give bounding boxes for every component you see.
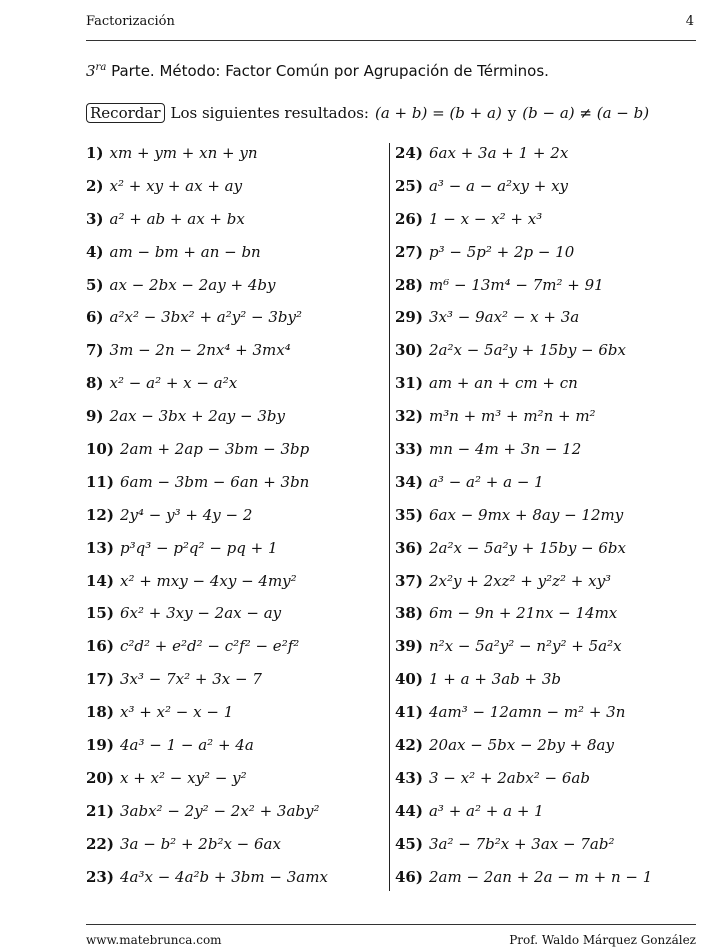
problem-number: 18) <box>86 703 114 722</box>
problem-item <box>395 304 695 337</box>
page-number: 4 <box>685 14 694 29</box>
problem-expression: p³ − 5p² + 2p − 10 <box>428 242 575 261</box>
problem-number: 13) <box>86 538 114 557</box>
problem-item <box>395 370 695 403</box>
problem-number: 21) <box>86 801 114 820</box>
problem-expression: c²d² + e²d² − c²f² − e²f² <box>119 637 300 656</box>
problem-expression: x + x² − xy² − y² <box>119 768 247 787</box>
problem-expression: xm + ym + xn + yn <box>109 144 258 162</box>
problem-expression: 3a² − 7b²x + 3ax − 7ab² <box>428 834 615 853</box>
problem-number: 19) <box>86 736 114 755</box>
recordar-formula-2: (b − a) ≠ (a − b) <box>522 104 650 122</box>
problem-item <box>86 633 386 666</box>
problem-item <box>395 535 695 568</box>
problem-item <box>86 831 386 864</box>
problem-item <box>395 798 695 831</box>
problems-right-column <box>395 140 695 896</box>
recordar-conjunction: y <box>507 104 517 122</box>
problem-number: 4) <box>86 242 104 261</box>
problem-expression: m³n + m³ + m²n + m² <box>428 407 596 426</box>
problem-expression: 3m − 2n − 2nx⁴ + 3mx⁴ <box>109 341 291 360</box>
problem-number: 34) <box>395 472 423 491</box>
problem-expression: 3x³ − 9ax² − x + 3a <box>428 308 580 327</box>
problem-number: 46) <box>395 867 423 886</box>
problem-item <box>86 864 386 897</box>
problem-item <box>395 568 695 601</box>
problem-expression: 2y⁴ − y³ + 4y − 2 <box>119 505 253 524</box>
problem-item <box>395 272 695 305</box>
section-title-text: Parte. Método: Factor Común por Agrupación de Términos. <box>111 62 549 80</box>
problem-expression: 6m − 9n + 21nx − 14mx <box>428 604 618 623</box>
problem-expression: a²x² − 3bx² + a²y² − 3by² <box>109 308 302 327</box>
problem-item <box>86 370 386 403</box>
recordar-formula-1: (a + b) = (b + a) <box>374 104 502 122</box>
problem-item <box>395 864 695 897</box>
problem-item <box>395 436 695 469</box>
problem-expression: 1 + a + 3ab + 3b <box>428 670 562 689</box>
problem-item <box>86 535 386 568</box>
problem-number: 22) <box>86 834 114 853</box>
problem-number: 2) <box>86 176 104 195</box>
problem-expression: 2x²y + 2xz² + y²z² + xy³ <box>428 571 612 590</box>
problem-item <box>395 831 695 864</box>
problem-number: 9) <box>86 407 104 426</box>
problem-item <box>86 206 386 239</box>
problem-item <box>86 272 386 305</box>
problem-number: 6) <box>86 308 104 327</box>
problem-number: 15) <box>86 604 114 623</box>
problem-item <box>395 206 695 239</box>
problem-expression: a² + ab + ax + bx <box>109 209 245 228</box>
problem-number: 39) <box>395 637 423 656</box>
problem-number: 33) <box>395 440 423 459</box>
problem-expression: 3a − b² + 2b²x − 6ax <box>119 834 281 853</box>
problem-expression: 4a³ − 1 − a² + 4a <box>119 736 254 755</box>
problem-item <box>395 732 695 765</box>
problem-number: 36) <box>395 538 423 557</box>
problem-expression: mn − 4m + 3n − 12 <box>428 440 582 459</box>
problem-item <box>395 469 695 502</box>
section-ordinal: $3^{ra}$ <box>86 62 107 80</box>
problem-item <box>395 337 695 370</box>
problem-item <box>395 173 695 206</box>
problem-item <box>86 732 386 765</box>
problem-item <box>395 699 695 732</box>
problem-item <box>395 239 695 272</box>
problem-expression: 6x² + 3xy − 2ax − ay <box>119 604 282 623</box>
problem-number: 31) <box>395 374 423 393</box>
problem-number: 38) <box>395 604 423 623</box>
problem-number: 14) <box>86 571 114 590</box>
problem-item <box>395 600 695 633</box>
problem-expression: 2ax − 3bx + 2ay − 3by <box>109 407 285 426</box>
problem-item <box>86 436 386 469</box>
problem-expression: 20ax − 5bx − 2by + 8ay <box>428 736 614 755</box>
problem-item <box>395 633 695 666</box>
problem-number: 5) <box>86 275 104 294</box>
problem-expression: a³ − a² + a − 1 <box>428 472 544 491</box>
problem-item <box>86 239 386 272</box>
problem-expression: am − bm + an − bn <box>109 242 261 261</box>
problem-item <box>86 600 386 633</box>
problem-item <box>86 304 386 337</box>
problem-number: 44) <box>395 801 423 820</box>
footer-website: www.matebrunca.com <box>86 933 222 947</box>
problem-expression: x² + mxy − 4xy − 4my² <box>119 571 297 590</box>
problem-item <box>86 469 386 502</box>
problem-item <box>86 337 386 370</box>
problem-number: 35) <box>395 505 423 524</box>
section-title <box>86 62 549 80</box>
problem-number: 40) <box>395 670 423 689</box>
header-title: Factorización <box>86 14 175 29</box>
problem-number: 42) <box>395 736 423 755</box>
problem-number: 16) <box>86 637 114 656</box>
problem-expression: 4am³ − 12amn − m² + 3n <box>428 703 626 722</box>
page-header <box>86 12 696 41</box>
problem-expression: a³ − a − a²xy + xy <box>428 176 569 195</box>
footer-author: Prof. Waldo Márquez González <box>509 933 696 947</box>
problem-number: 37) <box>395 571 423 590</box>
column-divider <box>389 143 390 891</box>
problem-number: 29) <box>395 308 423 327</box>
problem-number: 25) <box>395 176 423 195</box>
problem-item <box>86 699 386 732</box>
problem-number: 3) <box>86 209 104 228</box>
problem-number: 45) <box>395 834 423 853</box>
problem-number: 23) <box>86 867 114 886</box>
problem-number: 20) <box>86 768 114 787</box>
problem-expression: 3 − x² + 2abx² − 6ab <box>428 768 590 787</box>
problem-expression: x² + xy + ax + ay <box>109 176 243 195</box>
problem-expression: am + an + cm + cn <box>428 374 578 393</box>
problem-expression: 2am + 2ap − 3bm − 3bp <box>119 440 310 459</box>
problem-number: 30) <box>395 341 423 360</box>
problem-expression: x² − a² + x − a²x <box>109 374 238 393</box>
problem-expression: 6am − 3bm − 6an + 3bn <box>119 472 310 491</box>
problem-expression: 3x³ − 7x² + 3x − 7 <box>119 670 262 689</box>
problem-number: 32) <box>395 407 423 426</box>
recordar-note <box>86 103 649 123</box>
problem-number: 43) <box>395 768 423 787</box>
problem-item <box>86 140 386 173</box>
problem-expression: m⁶ − 13m⁴ − 7m² + 91 <box>428 275 604 294</box>
problem-expression: p³q³ − p²q² − pq + 1 <box>119 538 278 557</box>
problem-number: 10) <box>86 440 114 459</box>
problem-item <box>395 403 695 436</box>
problem-expression: a³ + a² + a + 1 <box>428 801 544 820</box>
problem-expression: 2am − 2an + 2a − m + n − 1 <box>428 867 653 886</box>
problem-number: 1) <box>86 144 104 162</box>
problem-number: 7) <box>86 341 104 360</box>
problem-expression: 2a²x − 5a²y + 15by − 6bx <box>428 341 626 360</box>
problem-item <box>86 798 386 831</box>
problem-number: 17) <box>86 670 114 689</box>
problem-item <box>86 403 386 436</box>
problem-number: 27) <box>395 242 423 261</box>
problem-expression: 6ax + 3a + 1 + 2x <box>428 144 569 162</box>
problems-left-column <box>86 140 386 896</box>
problem-number: 24) <box>395 144 423 162</box>
problem-number: 12) <box>86 505 114 524</box>
problem-number: 41) <box>395 703 423 722</box>
problem-number: 26) <box>395 209 423 228</box>
page-footer <box>86 924 696 947</box>
problem-item <box>395 502 695 535</box>
problem-number: 8) <box>86 374 104 393</box>
problem-item <box>86 173 386 206</box>
problem-item <box>395 765 695 798</box>
problem-item <box>395 666 695 699</box>
problem-expression: 6ax − 9mx + 8ay − 12my <box>428 505 624 524</box>
problem-item <box>395 140 695 173</box>
problem-expression: 3abx² − 2y² − 2x² + 3aby² <box>119 801 320 820</box>
problem-item <box>86 666 386 699</box>
problem-item <box>86 502 386 535</box>
problem-number: 11) <box>86 472 114 491</box>
problem-expression: ax − 2bx − 2ay + 4by <box>109 275 276 294</box>
recordar-text: Los siguientes resultados: <box>170 104 369 122</box>
problem-expression: n²x − 5a²y² − n²y² + 5a²x <box>428 637 622 656</box>
recordar-box: Recordar <box>86 103 165 123</box>
problem-item <box>86 765 386 798</box>
problem-expression: 2a²x − 5a²y + 15by − 6bx <box>428 538 626 557</box>
problem-expression: 4a³x − 4a²b + 3bm − 3amx <box>119 867 328 886</box>
problem-expression: 1 − x − x² + x³ <box>428 209 543 228</box>
problem-number: 28) <box>395 275 423 294</box>
problem-expression: x³ + x² − x − 1 <box>119 703 234 722</box>
problem-item <box>86 568 386 601</box>
